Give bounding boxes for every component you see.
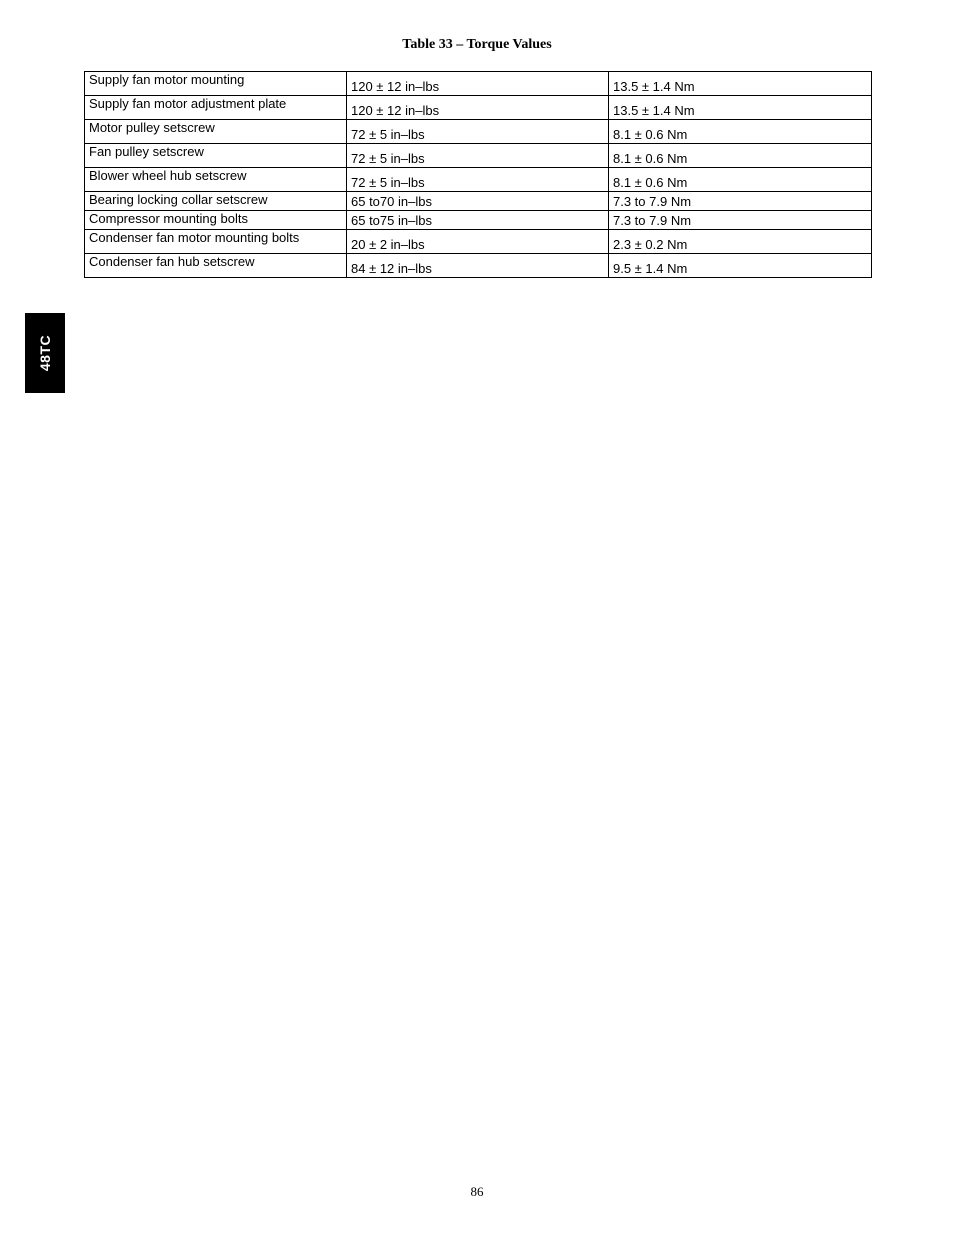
imperial-value-cell: 65 to75 in–lbs — [347, 211, 609, 230]
table-row — [85, 254, 872, 278]
metric-value-cell: 8.1 ± 0.6 Nm — [609, 120, 872, 144]
table-title: Table 33 – Torque Values — [402, 37, 552, 52]
model-side-tab — [25, 313, 65, 393]
item-cell: Blower wheel hub setscrew — [85, 168, 347, 192]
model-side-tab-label: 48TC — [37, 334, 53, 372]
metric-value-cell: 7.3 to 7.9 Nm — [609, 211, 872, 230]
metric-value-cell: 13.5 ± 1.4 Nm — [609, 96, 872, 120]
table-row — [85, 211, 872, 230]
table-row — [85, 96, 872, 120]
imperial-value-cell: 120 ± 12 in–lbs — [347, 72, 609, 96]
imperial-value-cell: 84 ± 12 in–lbs — [347, 254, 609, 278]
imperial-value-cell: 72 ± 5 in–lbs — [347, 168, 609, 192]
metric-value-cell: 8.1 ± 0.6 Nm — [609, 168, 872, 192]
item-cell: Bearing locking collar setscrew — [85, 192, 347, 211]
torque-values-table — [84, 71, 872, 278]
item-cell: Motor pulley setscrew — [85, 120, 347, 144]
table-row — [85, 144, 872, 168]
metric-value-cell: 13.5 ± 1.4 Nm — [609, 72, 872, 96]
page-number: 86 — [470, 1184, 484, 1199]
metric-value-cell: 7.3 to 7.9 Nm — [609, 192, 872, 211]
table-row — [85, 168, 872, 192]
item-cell: Fan pulley setscrew — [85, 144, 347, 168]
imperial-value-cell: 20 ± 2 in–lbs — [347, 230, 609, 254]
metric-value-cell: 2.3 ± 0.2 Nm — [609, 230, 872, 254]
item-cell: Supply fan motor mounting — [85, 72, 347, 96]
imperial-value-cell: 120 ± 12 in–lbs — [347, 96, 609, 120]
table-row — [85, 230, 872, 254]
imperial-value-cell: 72 ± 5 in–lbs — [347, 144, 609, 168]
table-row — [85, 120, 872, 144]
item-cell: Compressor mounting bolts — [85, 211, 347, 230]
metric-value-cell: 8.1 ± 0.6 Nm — [609, 144, 872, 168]
table-row — [85, 72, 872, 96]
item-cell: Supply fan motor adjustment plate — [85, 96, 347, 120]
metric-value-cell: 9.5 ± 1.4 Nm — [609, 254, 872, 278]
item-cell: Condenser fan motor mounting bolts — [85, 230, 347, 254]
table-row — [85, 192, 872, 211]
imperial-value-cell: 65 to70 in–lbs — [347, 192, 609, 211]
item-cell: Condenser fan hub setscrew — [85, 254, 347, 278]
imperial-value-cell: 72 ± 5 in–lbs — [347, 120, 609, 144]
